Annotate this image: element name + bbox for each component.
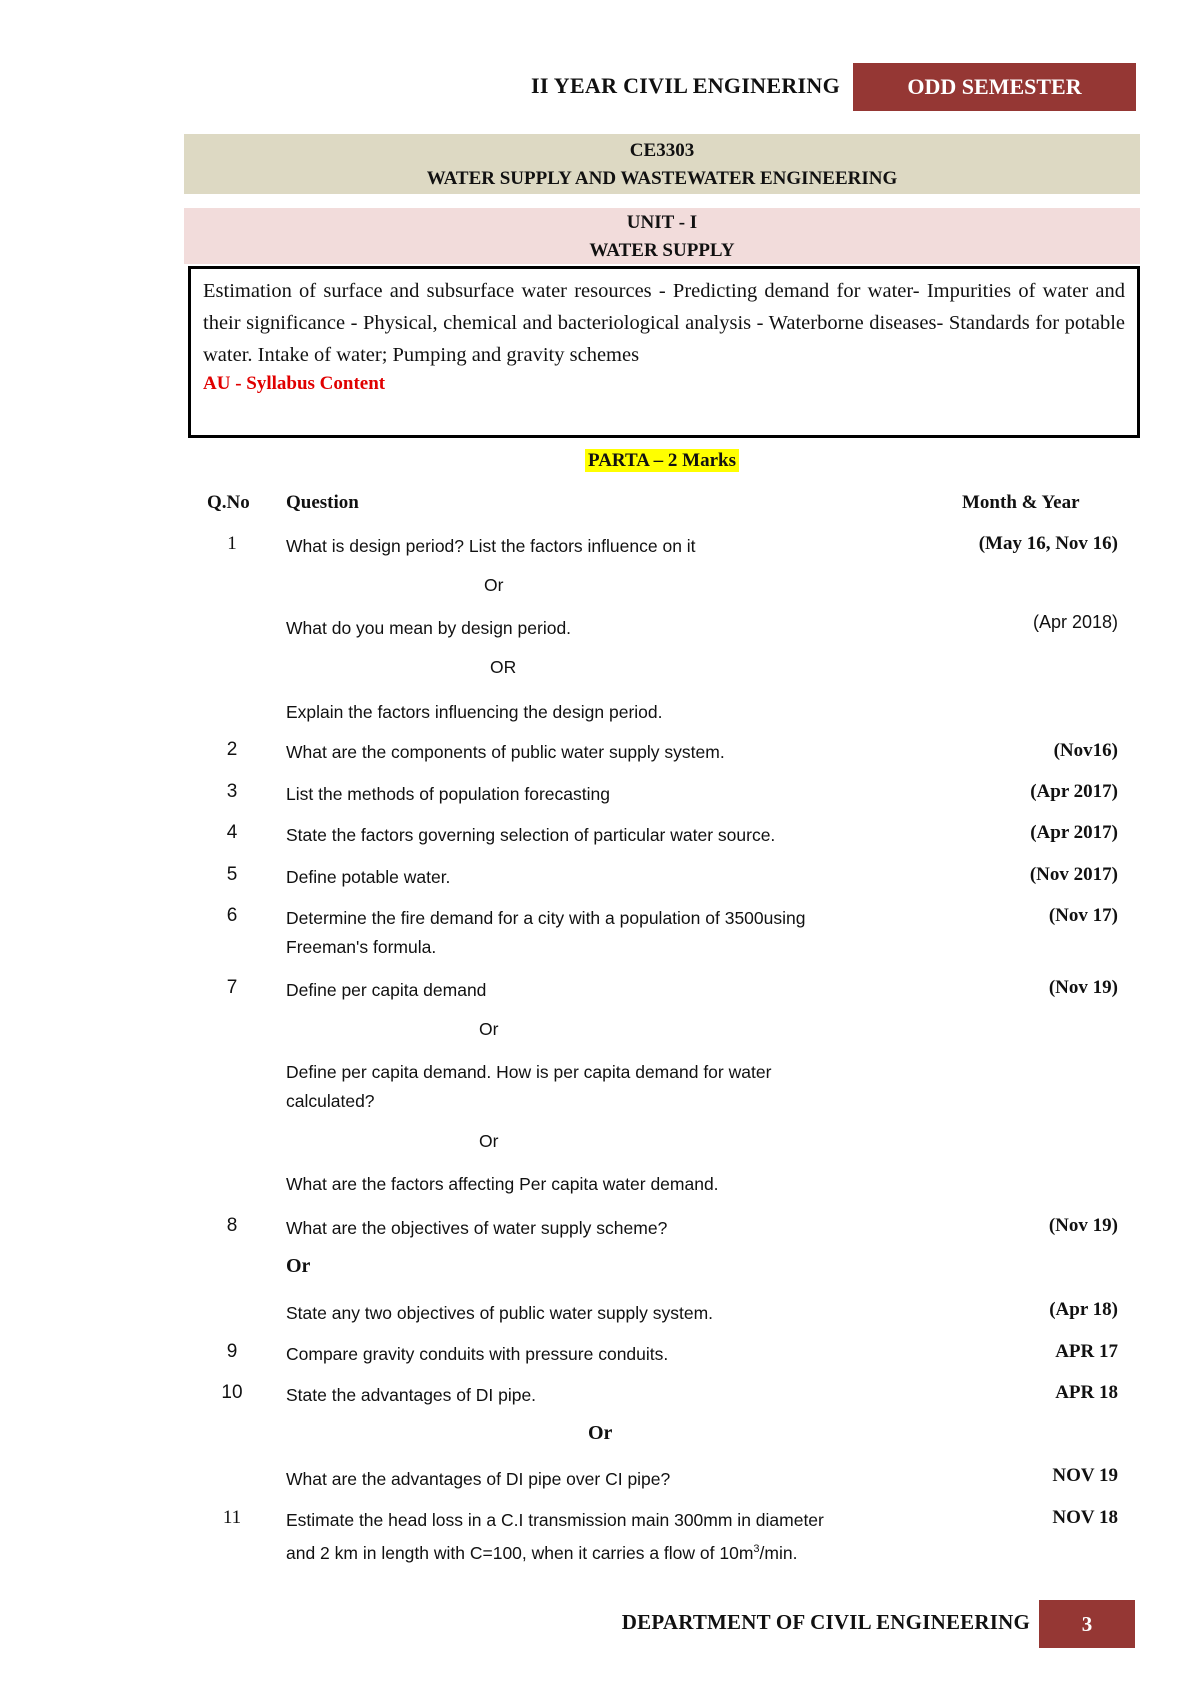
- syllabus-content: Estimation of surface and subsurface water resources - Predicting demand for water- Impurities of water and their significance - Physical, chemical and bacteriological analysis - Waterborne diseases- Standards for potable water. Intake of water; Pumping and gravity schemes: [203, 280, 1125, 366]
- question-number: 4: [226, 822, 238, 843]
- question-text-line: calculated?: [286, 1091, 375, 1111]
- question-text: What are the objectives of water supply scheme?: [286, 1218, 668, 1238]
- syllabus-note: AU - Syllabus Content: [203, 373, 386, 394]
- question-text: State the factors governing selection of particular water source.: [286, 825, 776, 845]
- question-text: [286, 1058, 906, 1116]
- question-date: NOV 18: [1052, 1507, 1118, 1528]
- question-text-part: and 2 km in length with C=100, when it carries a flow of 10m: [286, 1542, 754, 1563]
- part-a-title: [0, 450, 1200, 472]
- question-text: Define potable water.: [286, 867, 451, 887]
- question-text-line: Estimate the head loss in a C.I transmission main 300mm in diameter: [286, 1510, 824, 1530]
- superscript: 3: [753, 1543, 760, 1555]
- or-separator: Or: [479, 1131, 499, 1151]
- question-text: What is design period? List the factors influence on it: [286, 536, 696, 556]
- question-number: 7: [226, 977, 238, 998]
- unit-number: UNIT - I: [626, 212, 698, 233]
- question-text: [286, 1506, 926, 1568]
- question-date: (Apr 18): [1049, 1299, 1118, 1320]
- question-date: (Apr 2017): [1030, 822, 1118, 843]
- question-text: Compare gravity conduits with pressure conduits.: [286, 1344, 669, 1364]
- header-qno: Q.No: [207, 492, 250, 513]
- question-text: State the advantages of DI pipe.: [286, 1385, 537, 1405]
- question-number: 1: [227, 533, 237, 554]
- header-question: Question: [286, 492, 359, 513]
- or-separator: Or: [286, 1255, 311, 1277]
- question-number: 3: [226, 781, 238, 802]
- question-text: List the methods of population forecasting: [286, 784, 610, 804]
- question-text: Define per capita demand: [286, 980, 487, 1000]
- unit-title: WATER SUPPLY: [589, 240, 735, 261]
- question-text-part: /min.: [759, 1542, 798, 1563]
- or-separator: OR: [490, 657, 517, 677]
- question-text: What do you mean by design period.: [286, 618, 572, 638]
- question-date: (Apr 2017): [1030, 781, 1118, 802]
- question-date: (May 16, Nov 16): [978, 533, 1118, 554]
- question-text: What are the factors affecting Per capita water demand.: [286, 1174, 719, 1194]
- question-text: Explain the factors influencing the design period.: [286, 702, 663, 722]
- page-number: 3: [1039, 1600, 1135, 1648]
- question-text: State any two objectives of public water supply system.: [286, 1303, 714, 1323]
- unit-banner: [184, 208, 1140, 264]
- question-number: 9: [226, 1341, 238, 1362]
- question-text-line: [286, 1535, 926, 1568]
- question-number: 8: [226, 1215, 238, 1236]
- course-banner: [184, 134, 1140, 194]
- question-number: 11: [222, 1507, 242, 1528]
- question-text-line: Freeman's formula.: [286, 937, 437, 957]
- question-date: (Nov 2017): [1029, 864, 1118, 885]
- syllabus-box: [188, 266, 1140, 438]
- header-month-year: Month & Year: [962, 492, 1080, 513]
- or-separator: Or: [588, 1422, 613, 1444]
- question-text: What are the advantages of DI pipe over CI pipe?: [286, 1469, 671, 1489]
- question-number: 2: [226, 739, 238, 760]
- question-date: (Apr 2018): [1032, 612, 1118, 632]
- question-date: APR 17: [1055, 1341, 1118, 1362]
- question-date: NOV 19: [1052, 1465, 1118, 1486]
- footer-department: DEPARTMENT OF CIVIL ENGINEERING: [621, 1610, 1030, 1634]
- question-date: (Nov 17): [1048, 905, 1118, 926]
- question-date: (Nov 19): [1048, 977, 1118, 998]
- question-date: APR 18: [1055, 1382, 1118, 1403]
- course-code: CE3303: [629, 140, 695, 161]
- question-date: (Nov16): [1053, 740, 1118, 761]
- header-title: II YEAR CIVIL ENGINERING: [531, 73, 840, 98]
- or-separator: Or: [484, 575, 504, 595]
- or-separator: Or: [479, 1019, 499, 1039]
- question-number: 6: [226, 905, 238, 926]
- semester-badge: ODD SEMESTER: [853, 63, 1136, 111]
- question-text: What are the components of public water supply system.: [286, 742, 725, 762]
- part-a-label: PARTA – 2 Marks: [585, 449, 739, 472]
- question-date: (Nov 19): [1048, 1215, 1118, 1236]
- question-text-line: Define per capita demand. How is per capita demand for water: [286, 1062, 772, 1082]
- question-number: 5: [226, 864, 238, 885]
- question-number: 10: [221, 1382, 243, 1403]
- question-text: [286, 904, 906, 962]
- question-text-line: Determine the fire demand for a city with a population of 3500using: [286, 908, 806, 928]
- course-name: WATER SUPPLY AND WASTEWATER ENGINEERING: [426, 168, 898, 189]
